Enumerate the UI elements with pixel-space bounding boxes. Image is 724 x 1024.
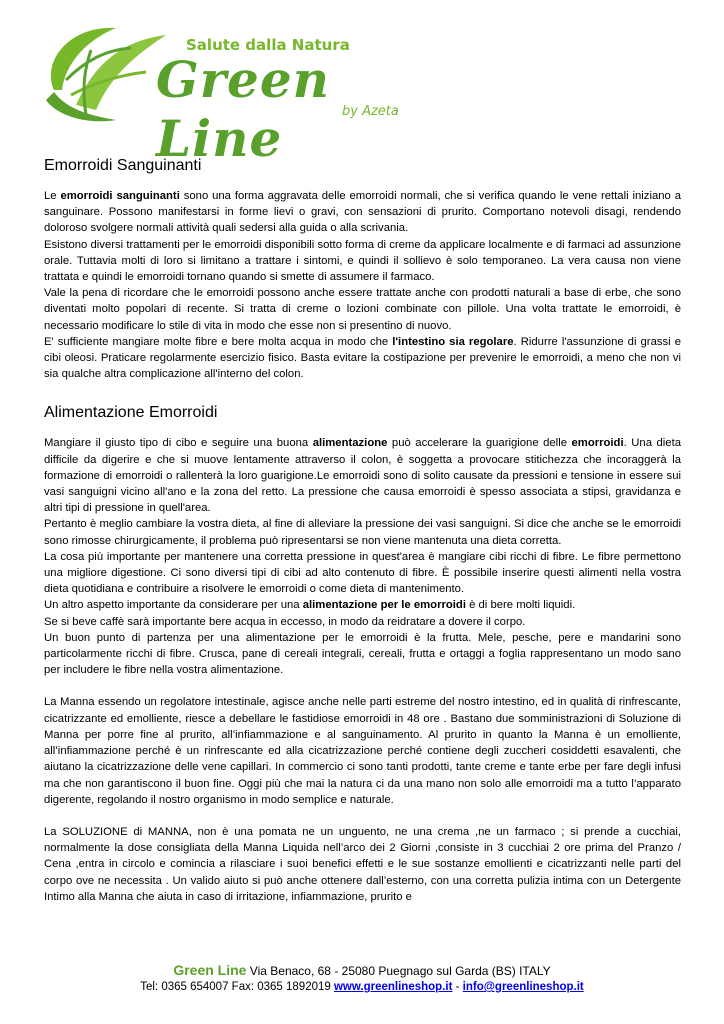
paragraph: La Manna essendo un regolatore intestinale, agisce anche nelle parti estreme del nostro intestino, ed in qualità di rinfrescante, cicatrizzante ed emolliente, riesce a debellare le fastidiose emorroidi in 48 ore . Bastano due somministrazioni di Soluzione di Manna per porre fine al prurito, all’infiammazione e al sanguinamento. Al prurito in quanto la Manna è un emolliente, all’infiammazione perché è un rinfrescante ed alla cicatrizzazione perché contiene degli zuccheri cosiddetti esavalenti, che aiutano la cicatrizzazione delle vene capillari. In commercio ci sono tanti prodotti, tante creme e tante erbe per fare degli infusi ma che non garantiscono il buon fine. Oggi più che mai la natura ci da una mano non solo alle emorroidi ma a tutto l’apparato digerente, regolando il nostro organismo in modo semplice e naturale.	[44, 696, 681, 806]
paragraph: Esistono diversi trattamenti per le emorroidi disponibili sotto forma di creme da applicare localmente e di farmaci ad assunzione orale. Tuttavia molti di loro si limitano a trattare i sintomi, e quindi il sollievo è solo temporaneo. La vera causa non viene trattata e quindi le emorroidi tornano quando si smette di assumere il farmaco.	[44, 238, 681, 284]
email-link[interactable]: info@greenlineshop.it	[462, 981, 584, 993]
footer-brand: Green Line	[173, 962, 247, 978]
paragraph: La SOLUZIONE di MANNA, non è una pomata ne un unguento, ne una crema ,ne un farmaco ; si prende a cucchiai, normalmente la dose consigliata della Manna Liquida nell’arco dei 2 Giorni ,consiste in 3 cucchiai 2 ore prima del Pranzo / Cena ,entra in circolo e comincia a rilasciare i suoi benefici effetti e le sue sostanze emollienti e cicatrizzanti nelle parti del corpo ove ne necessita . Un valido aiuto si può anche ottenere dall’esterno, con una corretta pulizia intima con un Detergente Intimo alla Manna che aiuta in caso di irritazione, infiammazione, prurito e	[44, 825, 681, 903]
logo-wordmark: Green Line	[156, 50, 331, 168]
paragraph: Vale la pena di ricordare che le emorroidi possono anche essere trattate anche con prodotti naturali a base di erbe, che sono diventati molto popolari di recente. Si tratta di creme o lozioni combinate con pillole. Una volta trattate le emorroidi, è necessario modificare lo stile di vita in modo che esse non si presentino di nuovo.	[44, 287, 681, 332]
paragraph: Un altro aspetto importante da considerare per una alimentazione per le emorroidi è di bere molti liquidi.	[44, 599, 576, 612]
website-link[interactable]: www.greenlineshop.it	[333, 981, 453, 993]
section-heading-emorroidi-sanguinanti: Emorroidi Sanguinanti	[44, 157, 202, 174]
footer-separator: -	[452, 981, 463, 993]
paragraph: Se si beve caffè sarà importante bere acqua in eccesso, in modo da reidratare a dovere il corpo.	[44, 615, 526, 628]
section-heading-alimentazione-emorroidi: Alimentazione Emorroidi	[44, 404, 218, 422]
footer-phones: Tel: 0365 654007 Fax: 0365 1892019	[140, 981, 334, 993]
paragraph: Mangiare il giusto tipo di cibo e seguire una buona alimentazione può accelerare la guarigione delle emorroidi. Una dieta difficile da digerire e che si muove lentamente attraverso il colon, è soggetta a provocare stitichezza che incoraggerà la formazione di emorroidi o rallenterà la loro guarigione.Le emorroidi sono di solito causate da pressioni e tensione in essere sui vasi sanguigni vicino all'ano e la zona del retto. La pressione che causa emorroidi è spesso associata a stipsi, gravidanza e altri tipi di pressione in quell'area.	[44, 437, 681, 515]
paragraph: Pertanto è meglio cambiare la vostra dieta, al fine di alleviare la pressione dei vasi sanguigni. Si dice che anche se le emorroidi sono rimosse chirurgicamente, il problema può ripresentarsi se non viene mantenuta una dieta corretta.	[44, 518, 681, 547]
logo-tagline: Salute dalla Natura	[186, 36, 350, 54]
footer-contact-line	[0, 981, 724, 993]
footer-address-line	[0, 962, 724, 978]
document-body	[44, 157, 681, 905]
paragraph: Le emorroidi sanguinanti sono una forma aggravata delle emorroidi normali, che si verifica quando le vene rettali iniziano a sanguinare. Possono manifestarsi in forme lievi o gravi, con sensazioni di prurito. Comportano notevoli disagi, rendendo doloroso svolgere normali attività quali sedersi alla guida o alla scrivania.	[44, 190, 681, 235]
paragraph: Un buon punto di partenza per una alimentazione per le emorroidi è la frutta. Mele, pesche, pere e mandarini sono particolarmente ricchi di fibre. Crusca, pane di cereali integrali, cereali, frutta e ortaggi a foglia rappresentano un modo sano per includere le fibre nella vostra alimentazione.	[44, 631, 681, 677]
paragraph: La cosa più importante per mantenere una corretta pressione in quest'area è mangiare cibi ricchi di fibre. Le fibre permettono una migliore digestione. Ci sono diversi tipi di cibi ad alto contenuto di fibre. È possibile inserire questi alimenti nella vostra dieta quotidiana e contribuire a risolvere le emorroidi o come dieta di mantenimento.	[44, 550, 681, 596]
logo-byline: by Azeta	[342, 104, 399, 119]
paragraph: E' sufficiente mangiare molte fibre e bere molta acqua in modo che l'intestino sia regolare. Ridurre l'assunzione di grassi e cibi oleosi. Praticare regolarmente esercizio fisico. Basta evitare la costipazione per prevenire le emorroidi, a meno che non vi sia qualche altra complicazione all'interno del colon.	[44, 335, 681, 381]
footer-address: Via Benaco, 68 - 25080 Puegnago sul Garda (BS) ITALY	[246, 964, 551, 978]
